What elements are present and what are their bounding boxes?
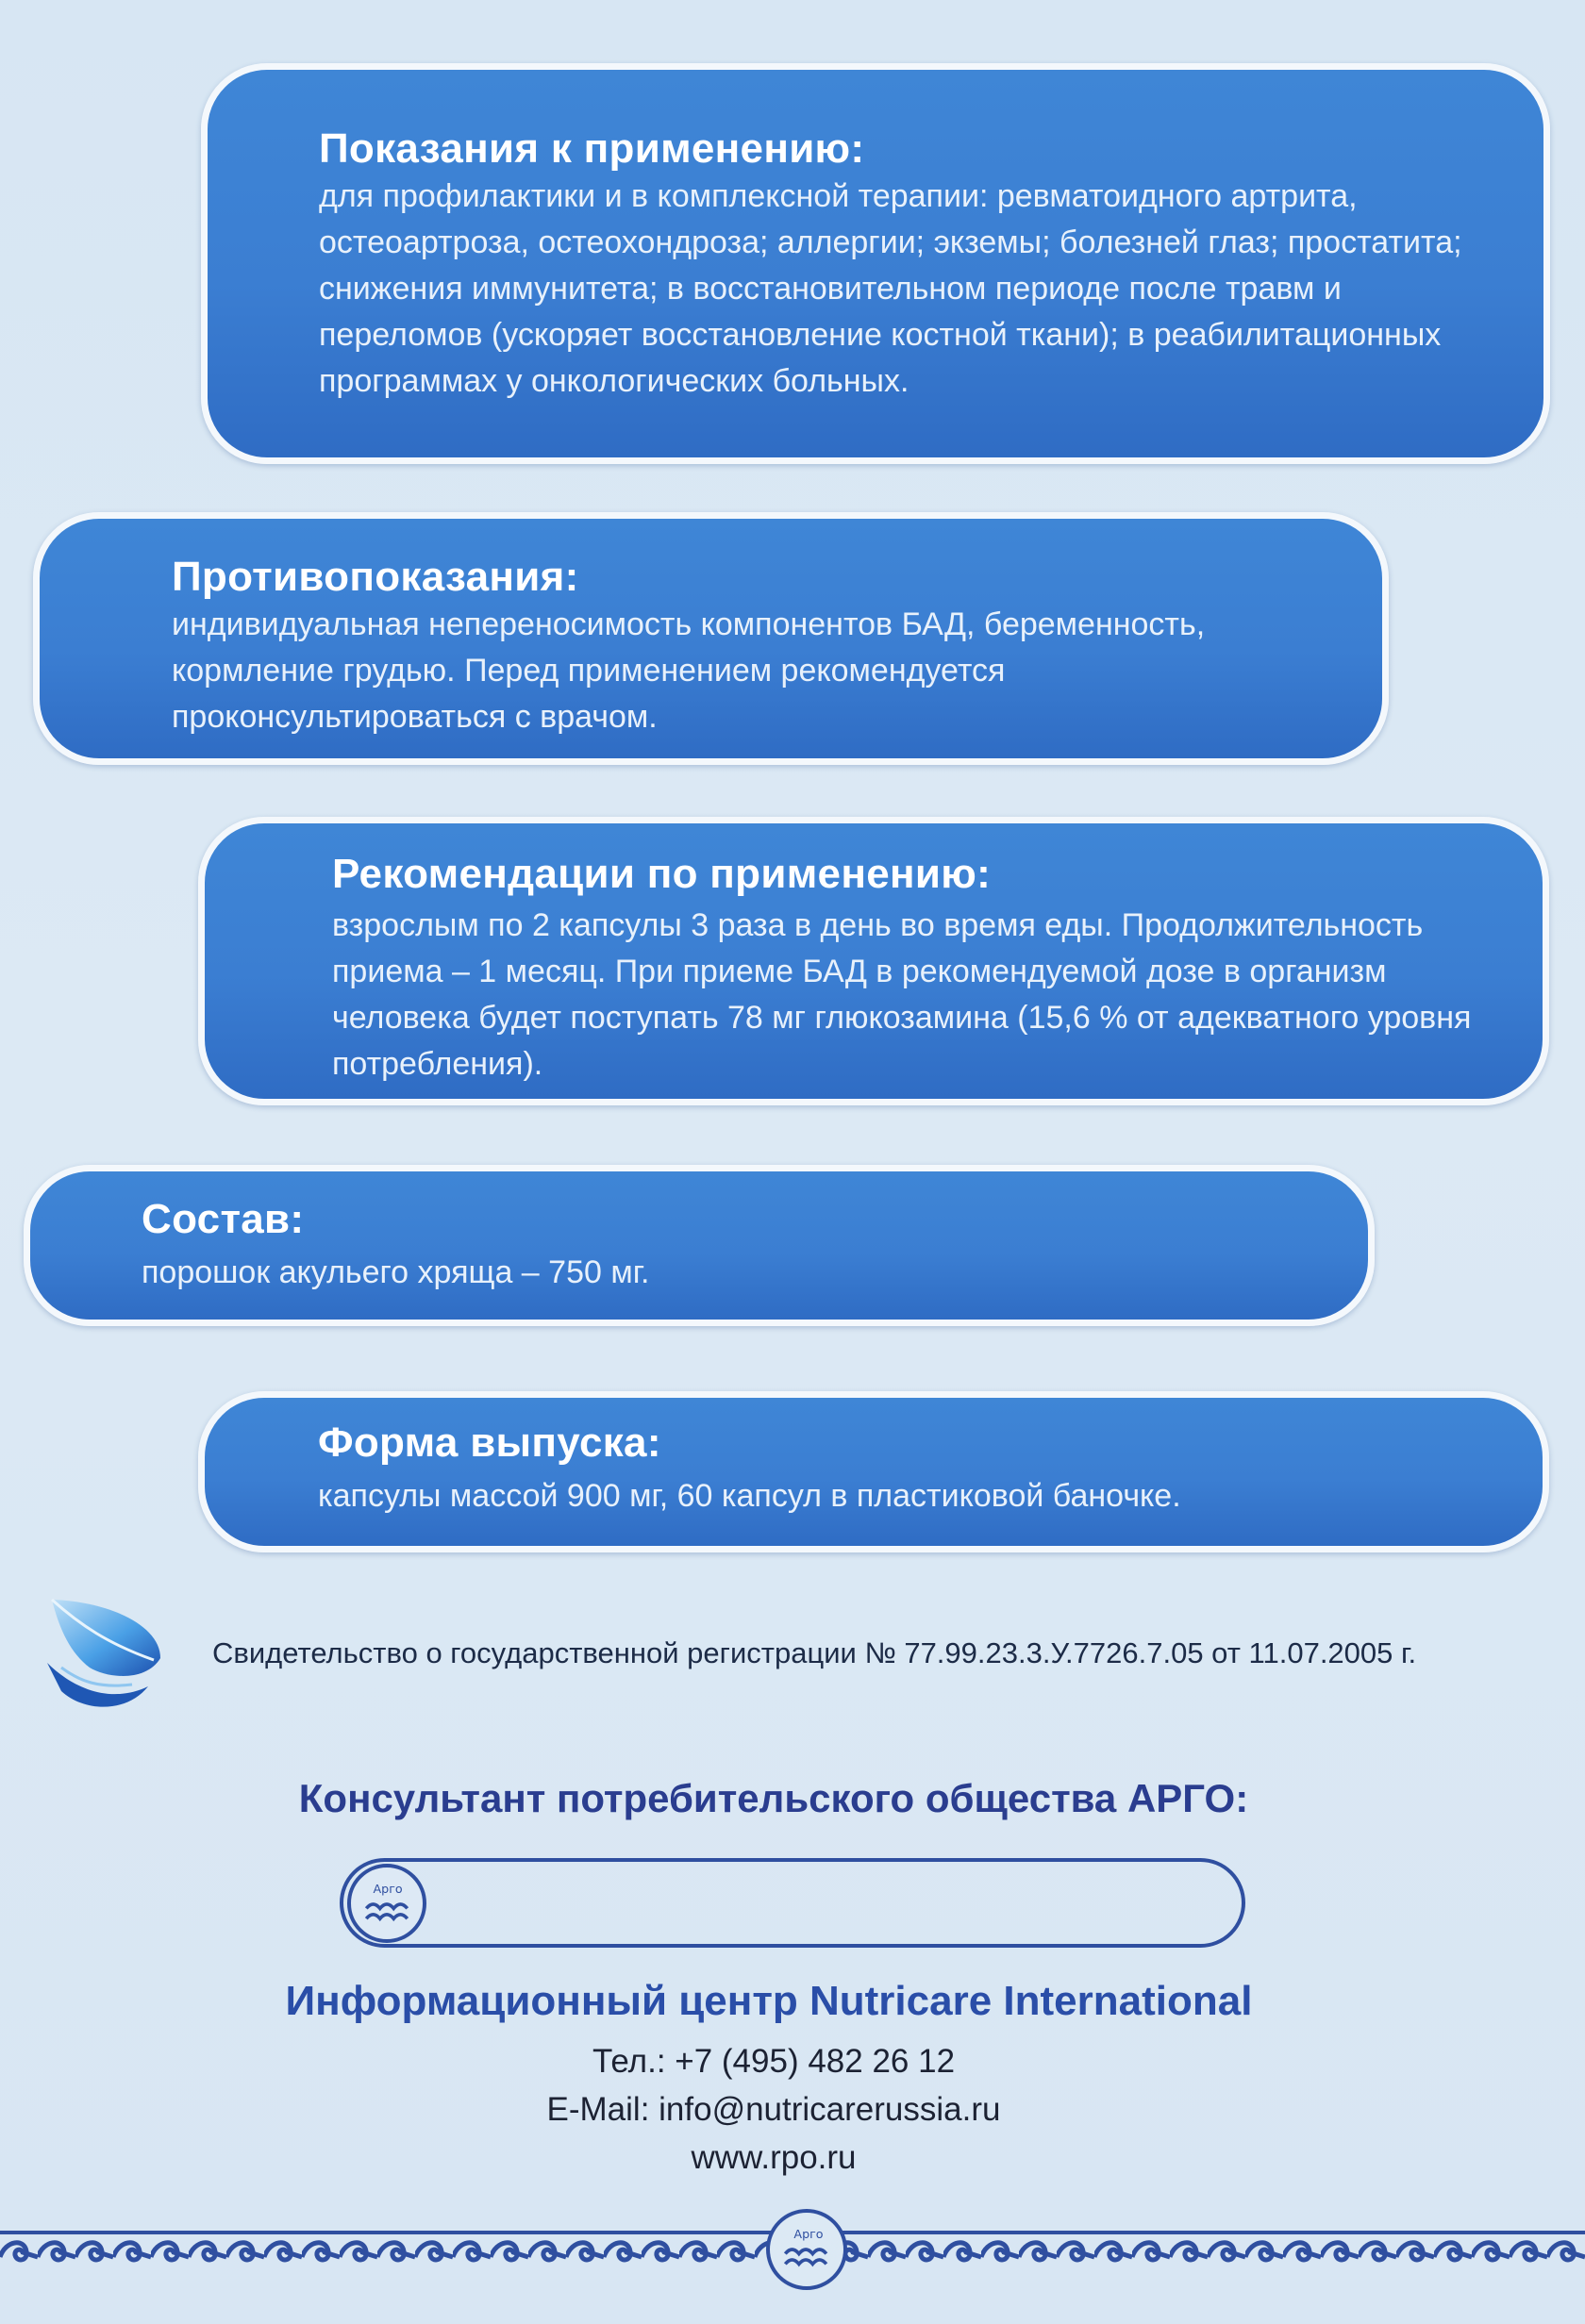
info-center-heading (0, 1978, 1585, 2025)
argo-logo-text: Арго (373, 1882, 403, 1897)
contraindications-title: Противопоказания: (172, 554, 579, 600)
argo-logo (347, 1864, 426, 1943)
indications-title: Показания к применению: (319, 125, 865, 172)
argo-bottom-logo-text: Арго (793, 2227, 824, 2242)
phone-line (0, 2043, 1585, 2081)
consultant-heading (0, 1776, 1585, 1821)
registration-certificate: Свидетельство о государственной регистрации № 77.99.23.3.У.7726.7.05 от 11.07.2005 г. (212, 1636, 1417, 1669)
composition-panel (24, 1165, 1375, 1326)
recommendations-panel (198, 817, 1549, 1105)
website-link[interactable]: www.rpo.ru (691, 2139, 857, 2176)
recommendations-text: взрослым по 2 капсулы 3 раза в день во время еды. Продолжительность приема – 1 месяц. При приеме БАД в рекомендуемой дозе в организм человека будет поступать 78 мг глюкозамина (15,6 % от адекватного уровня потребления). (332, 907, 1472, 1082)
info-center-title: Информационный центр Nutricare International (285, 1978, 1253, 2024)
composition-text: порошок акульего хряща – 750 мг. (142, 1254, 650, 1290)
form-text: капсулы массой 900 мг, 60 капсул в пластиковой баночке. (318, 1478, 1181, 1514)
leaf-icon (42, 1592, 175, 1715)
form-panel (198, 1391, 1549, 1552)
indications-text: для профилактики и в комплексной терапии: ревматоидного артрита, остеоартроза, остеохондроза; аллергии; экземы; болезней глаз; простатита; снижения иммунитета; в восстановительном периоде после травм и переломов (ускоряет восстановление костной ткани); в реабилитационных программах у онкологических больных. (319, 178, 1462, 399)
indications-panel (201, 63, 1550, 464)
form-title: Форма выпуска: (318, 1419, 661, 1466)
composition-title: Состав: (142, 1196, 305, 1242)
recommendations-title: Рекомендации по применению: (332, 851, 992, 897)
email-line[interactable] (0, 2091, 1585, 2129)
argo-bottom-logo (766, 2209, 847, 2290)
website-line[interactable] (0, 2139, 1585, 2177)
email-link[interactable]: E-Mail: info@nutricarerussia.ru (546, 2091, 1001, 2128)
phone-text: Тел.: +7 (495) 482 26 12 (592, 2043, 956, 2080)
consultant-label: Консультант потребительского общества АРГО: (298, 1776, 1249, 1820)
contraindications-text: индивидуальная непереносимость компонентов БАД, беременность, кормление грудью. Перед применением рекомендуется проконсультироваться с врачом. (172, 606, 1206, 735)
consultant-stamp-field[interactable] (340, 1858, 1245, 1948)
contraindications-panel (33, 512, 1389, 765)
